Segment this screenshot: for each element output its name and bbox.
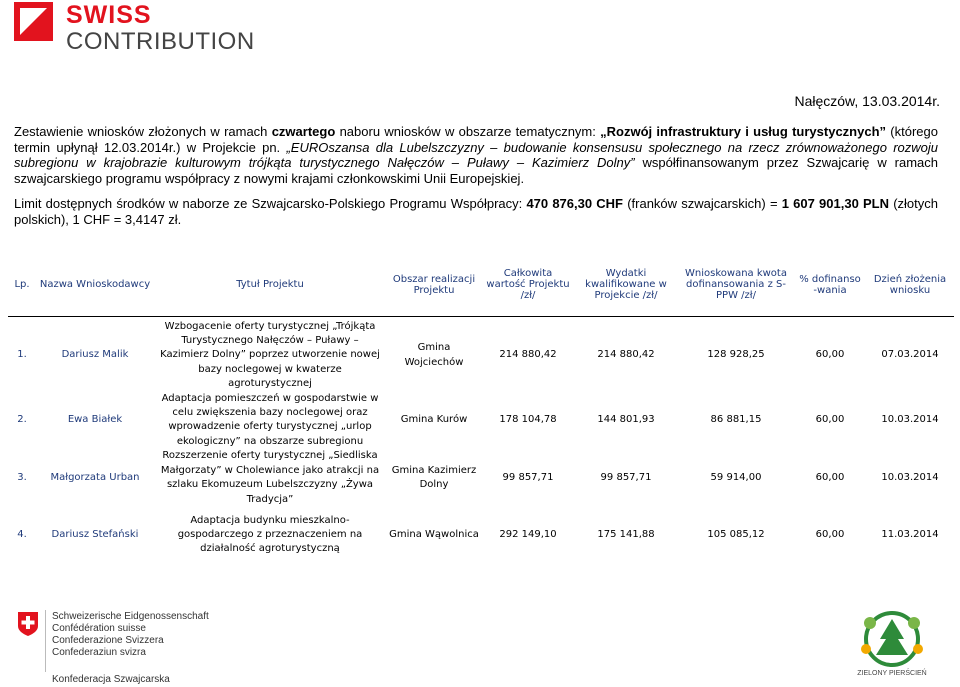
table-header-row <box>8 254 954 316</box>
cell-eligible-costs: 175 141,88 <box>597 528 655 540</box>
cell-percent: 60,00 <box>815 349 845 361</box>
cell-area: Gmina Wojciechów <box>404 342 464 368</box>
header-requested-amount: Wnioskowana kwota dofinansowania z S-PPW /zł/ <box>685 268 787 302</box>
cell-total-value: 214 880,42 <box>499 349 557 361</box>
cell-date: 07.03.2014 <box>881 349 939 361</box>
header-lp: Lp. <box>14 279 30 291</box>
cell-lp: 2. <box>17 414 27 426</box>
intro-text-1: Zestawienie wniosków złożonych w ramach <box>14 124 272 139</box>
intro-bold-2: „Rozwój infrastruktury i usług turystycznych” <box>600 124 887 139</box>
cell-eligible-costs: 99 857,71 <box>600 471 652 483</box>
cell-title: Adaptacja budynku mieszkalno-gospodarczego z przeznaczeniem na działalność agroturystyczną <box>177 514 363 555</box>
limit-text-3: (złotych polskich), 1 CHF = 3,4147 zł. <box>14 196 938 227</box>
table-row <box>8 507 954 563</box>
conf-line-fr: Confédération suisse <box>52 623 146 634</box>
header-total-value: Całkowita wartość Projektu /zł/ <box>486 268 570 302</box>
cell-area: Gmina Kurów <box>400 414 468 426</box>
cell-area: Gmina Wąwolnica <box>389 528 479 540</box>
footer-divider <box>45 610 46 672</box>
cell-date: 10.03.2014 <box>881 414 939 426</box>
header-area: Obszar realizacji Projektu <box>392 273 476 296</box>
cell-applicant: Ewa Białek <box>67 414 123 426</box>
cell-total-value: 178 104,78 <box>499 414 557 426</box>
table-row <box>8 320 954 392</box>
cell-lp: 4. <box>17 528 27 540</box>
header-percent: % dofinanso -wania <box>799 273 861 296</box>
cell-title: Adaptacja pomieszczeń w gospodarstwie w celu zwiększenia bazy noclegowej oraz wprowadzenie oferty turystycznej „urlop ekologiczny” na obszarze subregionu <box>161 392 379 447</box>
header-applicant: Nazwa Wnioskodawcy <box>39 279 151 291</box>
logo-text-swiss: SWISS <box>66 1 152 29</box>
cell-lp: 3. <box>17 471 27 483</box>
intro-text-4: współfinansowanym przez Szwajcarię w ramach szwajcarskiego programu współpracy z nowymi krajami członkowskimi Unii Europejskiej. <box>14 155 938 186</box>
cell-percent: 60,00 <box>815 528 845 540</box>
cell-date: 11.03.2014 <box>881 528 939 540</box>
intro-bold-1: czwartego <box>271 124 336 139</box>
logo-text-contribution: CONTRIBUTION <box>66 28 255 55</box>
cell-total-value: 99 857,71 <box>502 471 554 483</box>
table-row <box>8 392 954 450</box>
limit-text-1: Limit dostępnych środków w naborze ze Szwajcarsko-Polskiego Programu Współpracy: <box>14 196 527 211</box>
swiss-contribution-logo <box>14 1 255 55</box>
cell-percent: 60,00 <box>815 471 845 483</box>
cell-date: 10.03.2014 <box>881 471 939 483</box>
cell-percent: 60,00 <box>815 414 845 426</box>
cell-title: Rozszerzenie oferty turystycznej „Siedliska Małgorzaty” w Cholewiance jako atrakcji na szlaku Ekomuzeum Lubelszczyzny „Żywa Tradycja” <box>160 450 380 505</box>
cell-applicant: Dariusz Malik <box>61 349 129 361</box>
cell-eligible-costs: 144 801,93 <box>597 414 655 426</box>
cell-total-value: 292 149,10 <box>499 528 557 540</box>
intro-text-2: naboru wniosków w obszarze tematycznym: <box>335 124 601 139</box>
swiss-shield-icon <box>18 612 38 636</box>
cell-area: Gmina Kazimierz Dolny <box>391 464 477 491</box>
cell-requested-amount: 128 928,25 <box>707 349 765 361</box>
swiss-cross-icon <box>14 2 53 41</box>
limit-chf: 470 876,30 CHF <box>526 196 623 211</box>
confederation-polish: Konfederacja Szwajcarska <box>52 674 170 685</box>
cell-title: Wzbogacenie oferty turystycznej „Trójkąta Turystycznego Nałęczów – Puławy – Kazimierz Dolny” poprzez utworzenie nowej bazy noclegowej w kwaterze agroturystycznej <box>160 320 380 390</box>
table-row <box>8 449 954 507</box>
conf-line-it: Confederazione Svizzera <box>52 635 164 646</box>
conf-line-rm: Confederaziun svizra <box>52 647 146 658</box>
header-date: Dzień złożenia wniosku <box>873 273 947 296</box>
intro-paragraph <box>14 124 938 186</box>
cell-lp: 1. <box>17 349 27 361</box>
document-date: Nałęczów, 13.03.2014r. <box>794 93 940 109</box>
conf-line-de: Schweizerische Eidgenossenschaft <box>52 611 209 622</box>
ring-logo-label: ZIELONY PIERŚCIEŃ <box>857 670 927 677</box>
limit-pln: 1 607 901,30 PLN <box>781 196 889 211</box>
cell-applicant: Dariusz Stefański <box>51 528 139 540</box>
cell-applicant: Małgorzata Urban <box>50 471 140 483</box>
intro-text-3: (którego termin upłynął 12.03.2014r.) w Projekcie pn. <box>14 124 938 155</box>
limit-paragraph <box>14 196 938 227</box>
cell-requested-amount: 86 881,15 <box>710 414 762 426</box>
header-title: Tytuł Projektu <box>236 279 304 291</box>
applications-table <box>8 254 954 563</box>
confederation-names <box>52 611 209 659</box>
cell-requested-amount: 59 914,00 <box>710 471 762 483</box>
project-name: „EUROszansa dla Lubelszczyzny – budowanie konsensusu społecznego na rzecz zrównoważonego rozwoju subregionu w krajobrazie kulturowym trójkąta turystycznego Nałęczów – Puławy – Kazimierz Dolny” <box>14 139 938 170</box>
cell-eligible-costs: 214 880,42 <box>597 349 655 361</box>
cell-requested-amount: 105 085,12 <box>707 528 765 540</box>
header-eligible-costs: Wydatki kwalifikowane w Projekcie /zł/ <box>585 268 667 302</box>
limit-text-2: (franków szwajcarskich) = <box>623 196 782 211</box>
